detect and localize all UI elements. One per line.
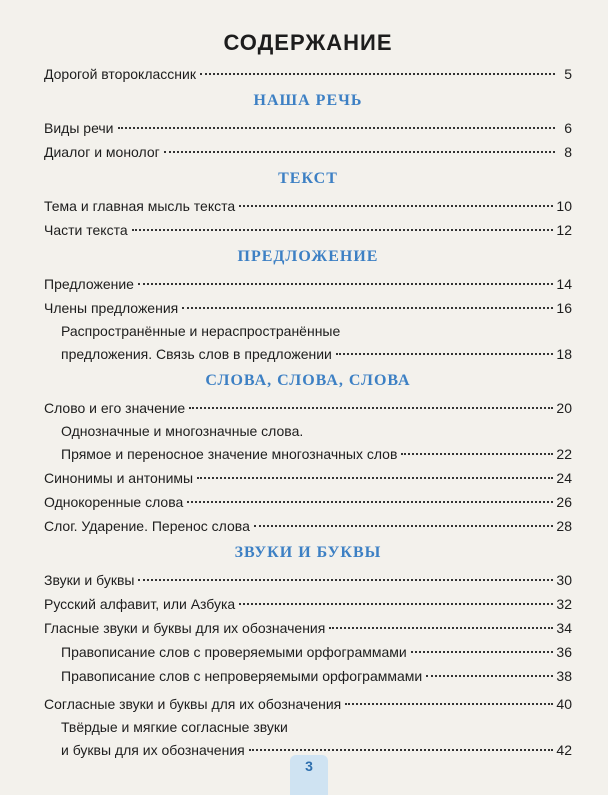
section-heading: СЛОВА, СЛОВА, СЛОВА: [205, 372, 411, 389]
entry-title: Согласные звуки и буквы для их обозначения: [44, 696, 342, 712]
toc-entry: [44, 568, 572, 592]
dot-leader: [138, 283, 553, 285]
entry-page: 32: [556, 596, 572, 612]
toc-entry: [44, 616, 572, 640]
toc-entry: [44, 442, 572, 466]
entry-title-line1: Однозначные и многозначные слова.: [61, 423, 304, 439]
entry-page: 30: [556, 572, 572, 588]
entry-page: 10: [556, 198, 572, 214]
entry-page: 18: [556, 346, 572, 362]
entry-title: Гласные звуки и буквы для их обозначения: [44, 620, 326, 636]
dot-leader: [164, 151, 555, 153]
entry-title: Диалог и монолог: [44, 144, 160, 160]
entry-title: Правописание слов с проверяемыми орфограммами: [61, 644, 407, 660]
toc-entry: [44, 692, 572, 716]
entry-title: Слог. Ударение. Перенос слова: [44, 518, 250, 534]
entry-title: Русский алфавит, или Азбука: [44, 596, 236, 612]
entry-page: 26: [556, 494, 572, 510]
section-heading: ТЕКСТ: [278, 170, 338, 187]
entry-title: Предложение: [44, 276, 134, 292]
entry-title: Дорогой второклассник: [44, 66, 196, 82]
entry-title-line1: Распространённые и нераспространённые: [61, 323, 341, 339]
toc-entry: [44, 664, 572, 688]
entry-title: Звуки и буквы: [44, 572, 135, 588]
dot-leader: [329, 627, 553, 629]
entry-title: Части текста: [44, 222, 128, 238]
dot-leader: [345, 703, 553, 705]
dot-leader: [411, 651, 554, 653]
dot-leader: [197, 477, 553, 479]
entry-title: Синонимы и антонимы: [44, 470, 194, 486]
toc-entry: [44, 62, 572, 86]
toc-entry: [44, 514, 572, 538]
entry-title: Правописание слов с непроверяемыми орфограммами: [61, 668, 423, 684]
toc-entry: [44, 342, 572, 366]
entry-title: Прямое и переносное значение многозначных слов: [61, 446, 398, 462]
section-heading: ЗВУКИ И БУКВЫ: [234, 544, 382, 561]
entry-page: 36: [556, 644, 572, 660]
entry-page: 12: [556, 222, 572, 238]
entry-page: 6: [564, 120, 572, 136]
dot-leader: [187, 501, 553, 503]
entry-page: 40: [556, 696, 572, 712]
entry-page: 22: [556, 446, 572, 462]
entry-page: 38: [556, 668, 572, 684]
entry-title: Члены предложения: [44, 300, 179, 316]
toc-entry: [44, 490, 572, 514]
dot-leader: [254, 525, 554, 527]
entry-page: 28: [556, 518, 572, 534]
entry-title: Тема и главная мысль текста: [44, 198, 236, 214]
dot-leader: [182, 307, 553, 309]
dot-leader: [401, 453, 553, 455]
dot-leader: [336, 353, 554, 355]
entry-title: предложения. Связь слов в предложении: [61, 346, 332, 362]
dot-leader: [200, 73, 555, 75]
toc-entry: [44, 272, 572, 296]
entry-title: и буквы для их обозначения: [61, 742, 245, 758]
dot-leader: [239, 603, 553, 605]
entry-page: 14: [556, 276, 572, 292]
entry-title: Слово и его значение: [44, 400, 186, 416]
entry-page: 42: [556, 742, 572, 758]
section-heading: ПРЕДЛОЖЕНИЕ: [237, 248, 379, 265]
entry-title: Виды речи: [44, 120, 114, 136]
page-title: СОДЕРЖАНИЕ: [223, 30, 393, 55]
entry-page: 5: [564, 66, 572, 82]
entry-page: 16: [556, 300, 572, 316]
entry-page: 24: [556, 470, 572, 486]
section-heading: НАША РЕЧЬ: [253, 92, 363, 109]
entry-title-line1: Твёрдые и мягкие согласные звуки: [61, 719, 288, 735]
entry-page: 8: [564, 144, 572, 160]
toc-entry: [44, 396, 572, 420]
toc-entry: [44, 466, 572, 490]
dot-leader: [249, 749, 554, 751]
toc-entry: [44, 296, 572, 320]
dot-leader: [118, 127, 555, 129]
dot-leader: [138, 579, 553, 581]
toc-page: [44, 28, 572, 762]
entry-title: Однокоренные слова: [44, 494, 184, 510]
entry-page: 20: [556, 400, 572, 416]
toc-entry: [44, 194, 572, 218]
toc-entry: [44, 116, 572, 140]
page-number: 3: [290, 755, 328, 795]
toc-entry: [44, 218, 572, 242]
toc-entry: [44, 592, 572, 616]
entry-page: 34: [556, 620, 572, 636]
toc-entry: [44, 640, 572, 664]
toc-entry: [44, 140, 572, 164]
dot-leader: [132, 229, 554, 231]
dot-leader: [239, 205, 553, 207]
dot-leader: [426, 675, 553, 677]
dot-leader: [189, 407, 553, 409]
